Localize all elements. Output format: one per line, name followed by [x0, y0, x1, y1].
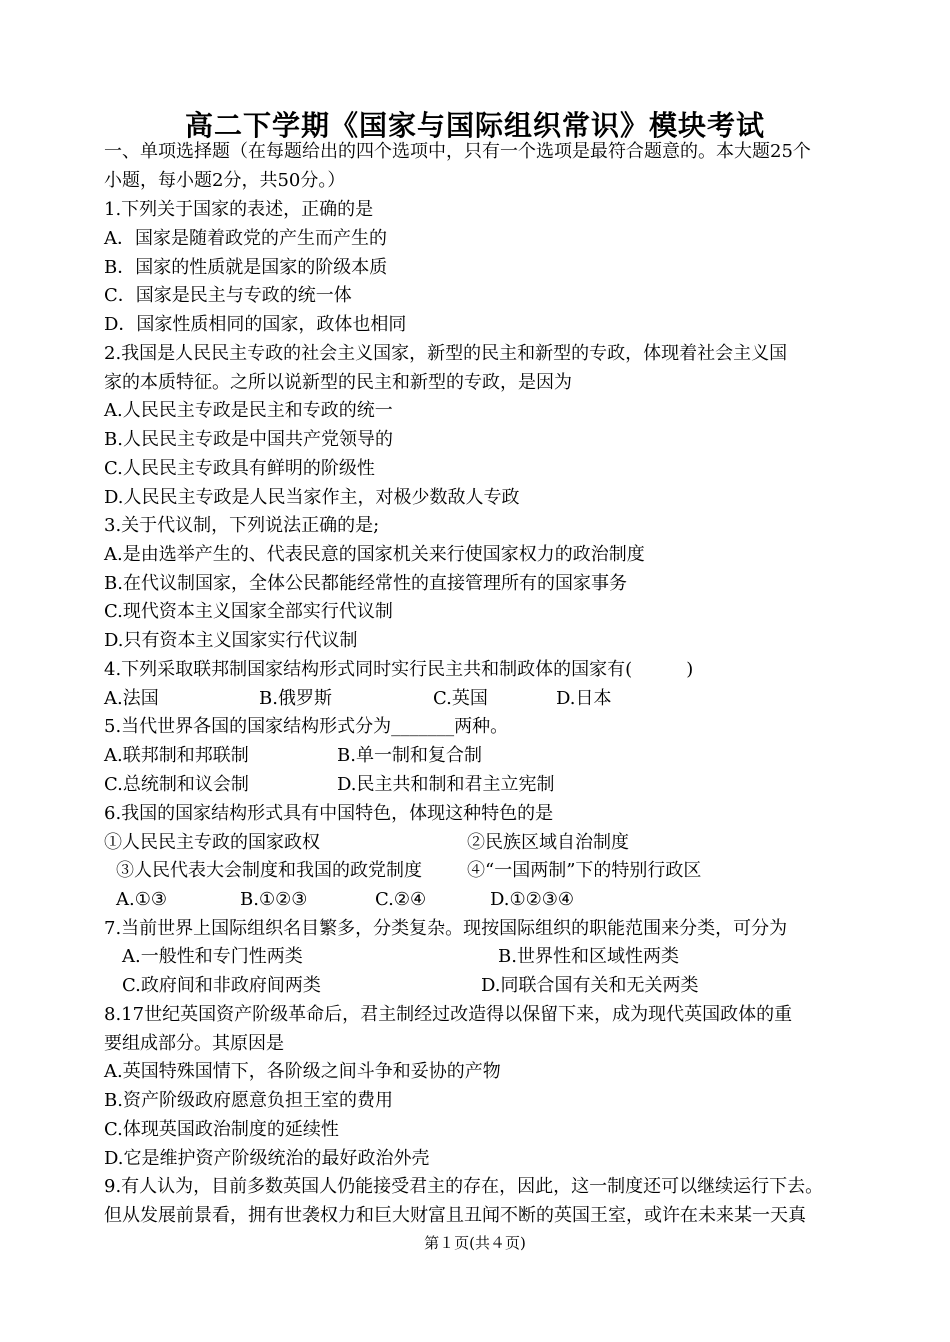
question-1-option-b: B．国家的性质就是国家的阶级本质	[104, 257, 388, 278]
question-4-option-c: C.英国	[433, 688, 488, 709]
question-5-option-b: B.单一制和复合制	[337, 745, 482, 766]
section-heading-cont: 小题，每小题2分，共50分。）	[104, 170, 346, 191]
question-8-option-b: B.资产阶级政府愿意负担王室的费用	[104, 1090, 393, 1111]
exam-title: 高二下学期《国家与国际组织常识》模块考试	[184, 109, 765, 142]
question-6-item-4: ④“一国两制”下的特别行政区	[467, 860, 702, 881]
question-4-option-d: D.日本	[556, 688, 612, 709]
question-6-item-3: ③人民代表大会制度和我国的政党制度	[116, 860, 422, 881]
question-5-option-a: A.联邦制和邦联制	[104, 745, 249, 766]
question-5-option-d: D.民主共和制和君主立宪制	[337, 774, 555, 795]
question-7-stem: 7.当前世界上国际组织名目繁多，分类复杂。现按国际组织的职能范围来分类，可分为	[104, 918, 788, 939]
question-6-option-a: A.①③	[116, 889, 167, 910]
question-2-option-c: C.人民民主专政具有鲜明的阶级性	[104, 458, 375, 479]
question-8-stem-cont: 要组成部分。其原因是	[104, 1033, 284, 1054]
page-footer: 第１页(共４页)	[424, 1234, 526, 1252]
question-7-option-d: D.同联合国有关和无关两类	[481, 975, 699, 996]
question-7-option-c: C.政府间和非政府间两类	[122, 975, 321, 996]
question-1-stem: 1.下列关于国家的表述，正确的是	[104, 199, 374, 220]
question-3-option-c: C.现代资本主义国家全部实行代议制	[104, 601, 393, 622]
question-1-option-d: D．国家性质相同的国家，政体也相同	[104, 314, 407, 335]
question-4-option-a: A.法国	[104, 688, 159, 709]
question-3-option-b: B.在代议制国家，全体公民都能经常性的直接管理所有的国家事务	[104, 573, 627, 594]
question-6-item-2: ②民族区域自治制度	[467, 832, 629, 853]
question-1-option-a: A．国家是随着政党的产生而产生的	[104, 228, 387, 249]
question-3-option-d: D.只有资本主义国家实行代议制	[104, 630, 358, 651]
question-5-stem: 5.当代世界各国的国家结构形式分为_______两种。	[104, 716, 509, 737]
question-6-option-d: D.①②③④	[490, 889, 575, 910]
question-8-option-c: C.体现英国政治制度的延续性	[104, 1119, 339, 1140]
question-4-option-b: B.俄罗斯	[259, 688, 332, 709]
question-8-option-d: D.它是维护资产阶级统治的最好政治外壳	[104, 1148, 430, 1169]
question-6-option-c: C.②④	[375, 889, 427, 910]
question-8-stem: 8.17世纪英国资产阶级革命后，君主制经过改造得以保留下来，成为现代英国政体的重	[104, 1004, 793, 1025]
question-7-option-b: B.世界性和区域性两类	[498, 946, 679, 967]
question-3-option-a: A.是由选举产生的、代表民意的国家机关来行使国家权力的政治制度	[104, 544, 645, 565]
question-6-option-b: B.①②③	[240, 889, 308, 910]
section-heading: 一、单项选择题（在每题给出的四个选项中，只有一个选项是最符合题意的。本大题25个	[104, 141, 811, 162]
question-3-stem: 3.关于代议制，下列说法正确的是;	[104, 515, 380, 536]
question-2-option-a: A.人民民主专政是民主和专政的统一	[104, 400, 393, 421]
question-1-option-c: C．国家是民主与专政的统一体	[104, 285, 352, 306]
question-2-option-d: D.人民民主专政是人民当家作主，对极少数敌人专政	[104, 487, 520, 508]
question-9-stem-cont: 但从发展前景看，拥有世袭权力和巨大财富且丑闻不断的英国王室，或许在未来某一天真	[104, 1205, 806, 1226]
question-2-option-b: B.人民民主专政是中国共产党领导的	[104, 429, 393, 450]
question-2-stem: 2.我国是人民民主专政的社会主义国家，新型的民主和新型的专政，体现着社会主义国	[104, 343, 788, 364]
question-8-option-a: A.英国特殊国情下，各阶级之间斗争和妥协的产物	[104, 1061, 501, 1082]
question-6-stem: 6.我国的国家结构形式具有中国特色，体现这种特色的是	[104, 803, 554, 824]
question-2-stem-cont: 家的本质特征。之所以说新型的民主和新型的专政，是因为	[104, 372, 572, 393]
question-4-stem: 4.下列采取联邦制国家结构形式同时实行民主共和制政体的国家有( )	[104, 659, 694, 680]
question-7-option-a: A.一般性和专门性两类	[122, 946, 303, 967]
question-9-stem: 9.有人认为，目前多数英国人仍能接受君主的存在，因此，这一制度还可以继续运行下去。	[104, 1176, 824, 1197]
question-5-option-c: C.总统制和议会制	[104, 774, 249, 795]
question-6-item-1: ①人民民主专政的国家政权	[104, 832, 320, 853]
